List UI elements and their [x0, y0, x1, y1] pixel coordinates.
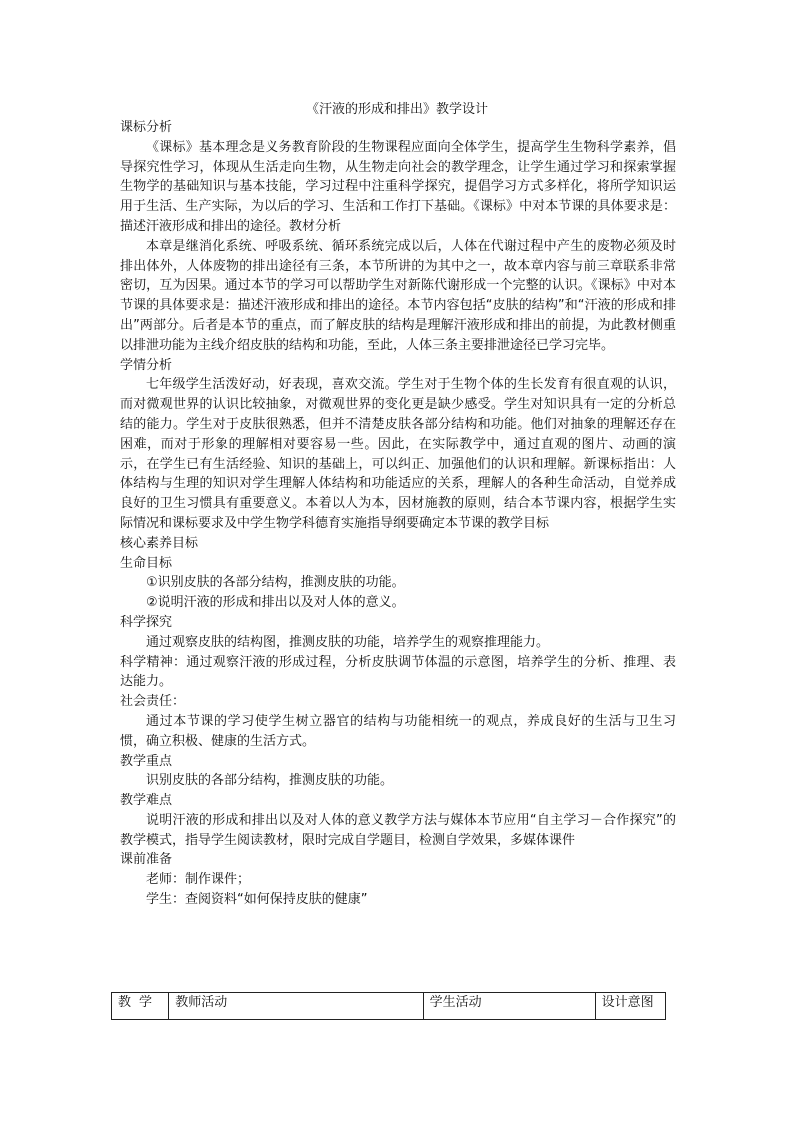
document-body [120, 118, 676, 910]
section-heading: 教学重点 [120, 753, 173, 769]
table-header-cell: 教学 [112, 993, 169, 1020]
table-header-cell: 学生活动 [423, 993, 595, 1020]
section-heading: 生命目标 [120, 555, 173, 571]
paragraph: ②说明汗液的形成和排出以及对人体的意义。 [146, 595, 405, 611]
section-heading: 核心素养目标 [120, 535, 199, 551]
paragraph: 本章是继消化系统、呼吸系统、循环系统完成以后，人体在代谢过程中产生的废物必须及时排出体外，人体废物的排出途径有三条，本节所讲的为其中之一，故本章内容与前三章联系非常密切，互为因果。通过本节的学习可以帮助学生对新陈代谢形成一个完整的认识。《课标》中对本节课的具体要求是：描述汗液形成和排出的途径。本节内容包括“皮肤的结构”和“汗液的形成和排出”两部分。后者是本节的重点，而了解皮肤的结构是理解汗液形成和排出的前提，为此教材侧重以排泄功能为主线介绍皮肤的结构和功能，至此，人体三条主要排泄途径已学习完毕。 [120, 238, 676, 353]
document-title: 《汗液的形成和排出》教学设计 [305, 102, 488, 117]
table-header-row [112, 993, 666, 1020]
section-heading: 学情分析 [120, 357, 173, 373]
lesson-plan-table [111, 992, 666, 1020]
table-header-cell: 设计意图 [595, 993, 665, 1020]
section-heading: 社会责任： [120, 694, 186, 710]
paragraph: ①识别皮肤的各部分结构，推测皮肤的功能。 [146, 575, 405, 591]
paragraph: 通过观察皮肤的结构图，推测皮肤的功能，培养学生的观察推理能力。 [146, 634, 550, 650]
paragraph: 通过本节课的学习使学生树立器官的结构与功能相统一的观点，养成良好的生活与卫生习惯，确立积极、健康的生活方式。 [120, 713, 676, 749]
paragraph: 说明汗液的形成和排出以及对人体的意义教学方法与媒体本节应用“自主学习－合作探究”的教学模式，指导学生阅读教材，限时完成自学题目，检测自学效果，多媒体课件 [120, 812, 676, 848]
paragraph: 学生：查阅资料“如何保持皮肤的健康” [146, 892, 368, 908]
section-heading: 课标分析 [120, 120, 173, 135]
paragraph: 《课标》基本理念是义务教育阶段的生物课程应面向全体学生，提高学生生物科学素养，倡导探究性学习，体现从生活走向生物，从生物走向社会的教学理念，让学生通过学习和探索掌握生物学的基础知识与基本技能，学习过程中注重科学探究，提倡学习方式多样化，将所学知识运用于生活、生产实际，为以后的学习、生活和工作打下基础。《课标》中对本节课的具体要求是：描述汗液形成和排出的途径。教材分析 [120, 139, 676, 234]
section-heading: 教学难点 [120, 793, 173, 809]
paragraph: 科学精神：通过观察汗液的形成过程，分析皮肤调节体温的示意图，培养学生的分析、推理、表达能力。 [120, 654, 676, 690]
paragraph: 老师：制作课件； [146, 872, 251, 888]
paragraph: 识别皮肤的各部分结构，推测皮肤的功能。 [146, 773, 394, 789]
paragraph: 七年级学生活泼好动，好表现，喜欢交流。学生对于生物个体的生长发育有很直观的认识，而对微观世界的认识比较抽象，对微观世界的变化更是缺少感受。学生对知识具有一定的分析总结的能力。学生对于皮肤很熟悉，但并不清楚皮肤各部分结构和功能。他们对抽象的理解还存在困难，而对于形象的理解相对要容易一些。因此，在实际教学中，通过直观的图片、动画的演示，在学生已有生活经验、知识的基础上，可以纠正、加强他们的认识和理解。新课标指出：人体结构与生理的知识对学生理解人体结构和功能适应的关系，理解人的各种生命活动，自觉养成良好的卫生习惯具有重要意义。本着以人为本，因材施教的原则，结合本节课内容，根据学生实际情况和课标要求及中学生物学科德育实施指导纲要确定本节课的教学目标 [120, 377, 676, 531]
table-header-cell: 教师活动 [169, 993, 423, 1020]
section-heading: 科学探究 [120, 614, 173, 630]
section-heading: 课前准备 [120, 852, 173, 868]
